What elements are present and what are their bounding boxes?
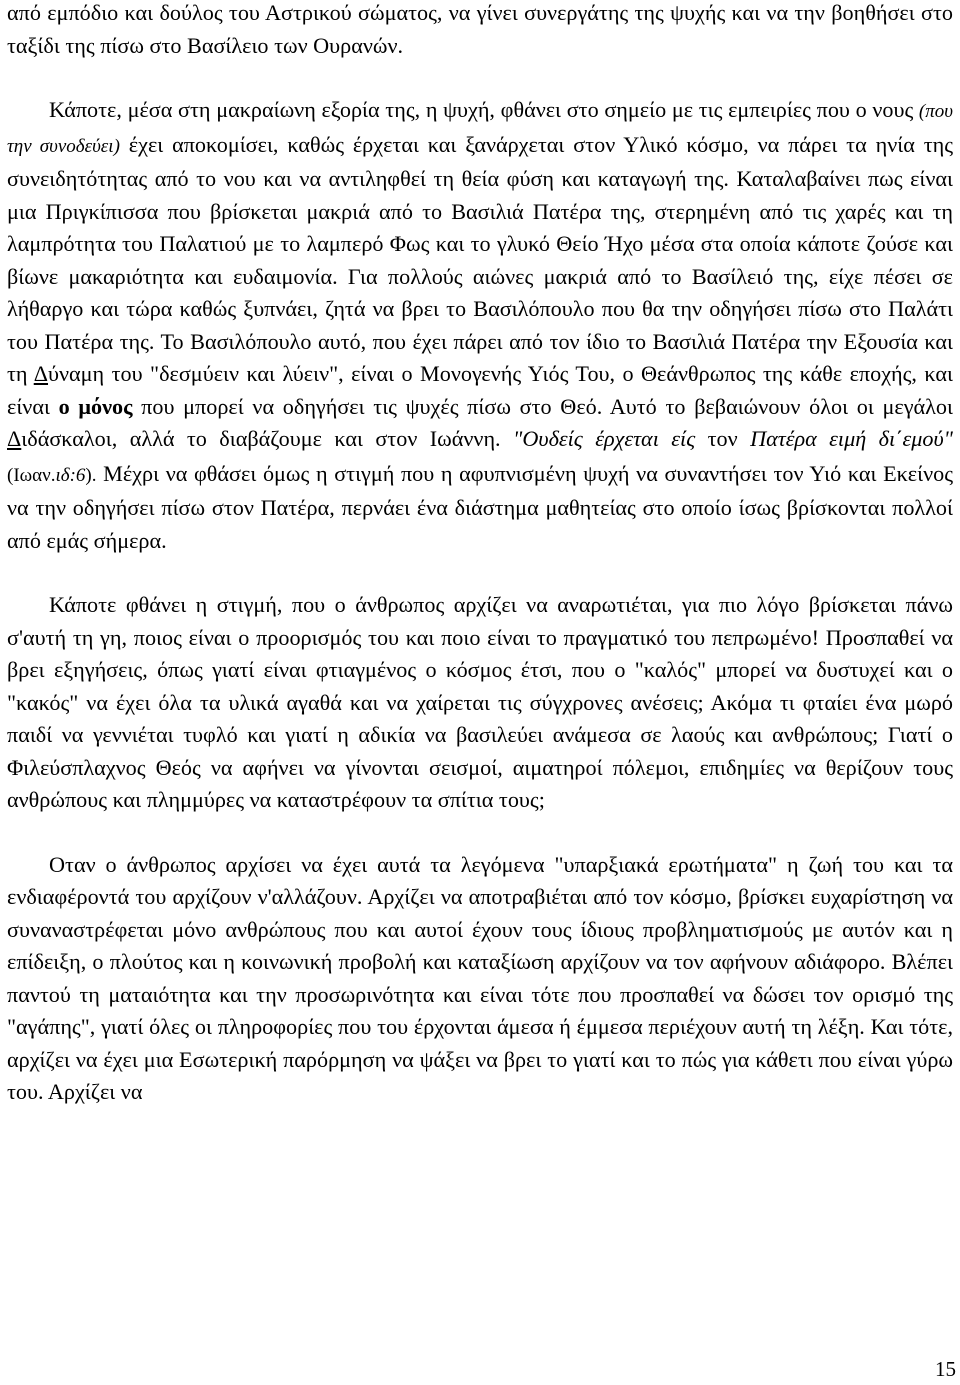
- text-run: ιδάσκαλοι, αλλά το διαβάζουμε και στον Ιωάννη.: [21, 426, 514, 451]
- paragraph-spacer: [7, 817, 953, 849]
- paragraph-spacer: [7, 62, 953, 94]
- scripture-reference-verse: ιδ:6: [55, 464, 86, 486]
- quote-text: τον: [695, 426, 751, 451]
- text-run: ύναμη του "δεσμύειν και λύειν", είναι ο Μονογενής Υιός Του, ο Θεάνθρωπος της κάθε εποχής, και είναι: [7, 361, 953, 419]
- text-run: Κάποτε, μέσα στη μακραίωνη εξορία της, η ψυχή, φθάνει στο σημείο με τις εμπειρίες που ο νους: [49, 97, 919, 122]
- paragraph-existential: Οταν ο άνθρωπος αρχίσει να έχει αυτά τα λεγόμενα "υπαρξιακά ερωτήματα" η ζωή του και τα ενδιαφέροντά του αρχίζουν ν'αλλάζουν. Αρχίζει να αποτραβιέται από τον κόσμο, βρίσκει ευχαρίστηση να συναναστρέφεται μόνο ανθρώπους που και αυτοί έχουν τους ίδιους προβληματισμούς με αυτόν και η επίδειξη, ο πλούτος και η κοινωνική προβολή και καταξίωση αρχίζουν να τον αφήνουν αδιάφορο. Βλέπει παντού τη ματαιότητα και την προσωρινότητα και είναι τότε που προσπαθεί να δώσει τον ορισμό της "αγάπης", γιατί όλες οι πληροφορίες που του έρχονται άμεσα ή έμμεσα περιέχουν αυτή τη λέξη. Και τότε, αρχίζει να έχει μια Εσωτερική παρόρμηση να ψάξει να βρει το γιατί και το πώς για κάθετι που είναι γύρω του. Αρχίζει να: [7, 851, 953, 1104]
- paragraph-soul-journey: [7, 94, 953, 557]
- quote-mark: ": [513, 426, 523, 451]
- paragraph-continued: από εμπόδιο και δούλος του Αστρικού σώματος, να γίνει συνεργάτης της ψυχής και να την βοηθήσει στο ταξίδι της πίσω στο Βασίλειο των Ουρανών.: [7, 0, 953, 58]
- scripture-quote: Πατέρα ειμή δι΄εμού: [750, 426, 944, 451]
- scripture-reference: ).: [85, 464, 97, 486]
- quote-mark: ": [943, 426, 953, 451]
- scripture-reference: (Ιωαν.: [7, 464, 56, 486]
- text-run: Μέχρι να φθάσει όμως η στιγμή που η αφυπνισμένη ψυχή να συναντήσει τον Υιό και Εκείνος να την οδηγήσει πίσω στον Πατέρα, περνάει ένα διάστημα μαθητείας στο οποίο ίσως βρίσκονται πολλοί από εμάς σήμερα.: [7, 460, 953, 553]
- paragraph-spacer: [7, 557, 953, 589]
- bold-emphasis: ο μόνος: [58, 393, 133, 419]
- italic-aside: (που την συνοδεύει): [7, 101, 953, 157]
- paragraph-questions: Κάποτε φθάνει η στιγμή, που ο άνθρωπος αρχίζει να αναρωτιέται, για πιο λόγο βρίσκεται πάνω σ'αυτή τη γη, ποιος είναι ο προορισμός του και ποιο είναι το πραγματικό του πεπρωμένο! Προσπαθεί να βρει εξηγήσεις, όπως γιατί είναι φτιαγμένος ο κόσμος έτσι, που ο "καλός" μπορεί να δυστυχεί και ο "κακός" να έχει όλα τα υλικά αγαθά και να χαίρεται τις σύγχρονες ανέσεις; Ακόμα τι φταίει ένα μωρό παιδί να γεννιέται τυφλό και γιατί η αδικία να βασιλεύει ανάμεσα σε λαούς και ανθρώπους; Γιατί ο Φιλεύσπλαχνος Θεός να αφήνει να γίνονται σεισμοί, αιματηροί πόλεμοι, επιδημίες να θερίζουν τους ανθρώπους και πλημμύρες να καταστρέφουν τα σπίτια τους;: [7, 592, 953, 812]
- scripture-quote: Ουδείς έρχεται είς: [522, 426, 696, 451]
- text-run: έχει αποκομίσει, καθώς έρχεται και ξανάρχεται στον Υλικό κόσμο, να πάρει τα ηνία της συνειδητότητας από το νου και να αντιληφθεί τη θεία φύση και καταγωγή της. Καταλαβαίνει πως είναι μια Πριγκίπισσα που βρίσκεται μακριά από το Βασιλιά Πατέρα της, στερημένη από τις χαρές και τη λαμπρότητα του Παλατιού με το λαμπερό Φως και το γλυκό Θείο Ήχο μέσα στα οποία κάποτε ζούσε και βίωνε μακαριότητα και ευδαιμονία. Για πολλούς αιώνες μακριά από το Βασίλειό της, είχε πέσει σε λήθαργο και τώρα καθώς ξυπνάει, ζητά να βρει το Βασιλόπουλο που θα την οδηγήσει πίσω στο Παλάτι του Πατέρα της. Το Βασιλόπουλο αυτό, που έχει πάρει από τον ίδιο το Βασιλιά Πατέρα την Εξουσία και τη: [7, 131, 953, 386]
- page-number: 15: [935, 1357, 956, 1381]
- document-page: [7, 0, 953, 1109]
- text-run: που μπορεί να οδηγήσει τις ψυχές πίσω στο Θεό. Αυτό το βεβαιώνουν όλοι οι μεγάλοι: [132, 393, 953, 419]
- underlined-letter: Δ: [33, 361, 49, 386]
- underlined-letter: Δ: [7, 426, 22, 451]
